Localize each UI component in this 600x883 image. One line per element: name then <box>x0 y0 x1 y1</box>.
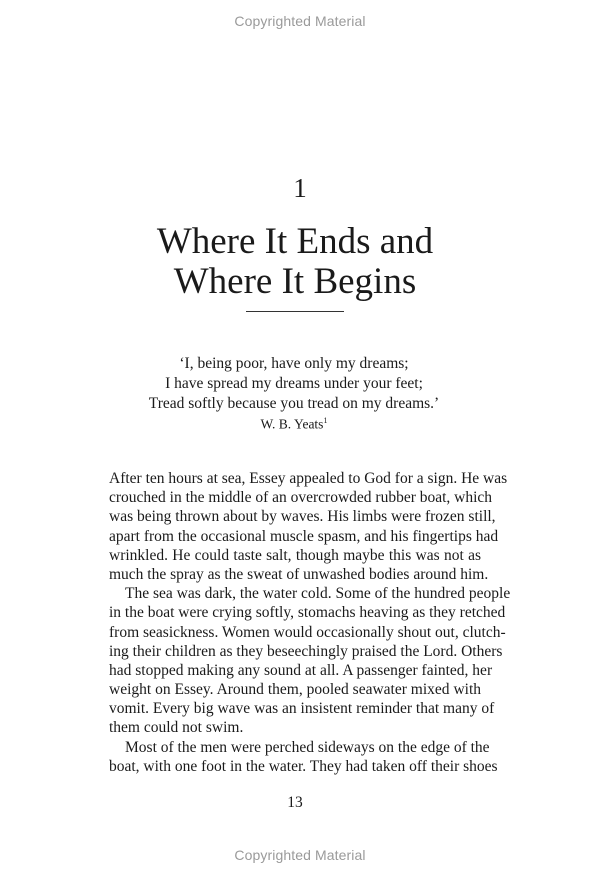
body-line: was being thrown about by waves. His limbs were frozen still, <box>109 508 496 526</box>
epigraph <box>0 354 588 414</box>
body-line: crouched in the middle of an overcrowded rubber boat, which <box>109 489 493 507</box>
title-divider <box>246 311 344 312</box>
chapter-number: 1 <box>293 173 307 203</box>
copyright-watermark-bottom: Copyrighted Material <box>234 847 366 863</box>
body-line: ing their children as they beseechingly praised the Lord. Others <box>109 642 503 660</box>
epigraph-line: ‘I, being poor, have only my dreams; <box>179 355 409 372</box>
chapter-title-line-1: Where It Ends and <box>156 221 434 262</box>
attribution-author: W. B. Yeats <box>260 416 324 432</box>
body-line: The sea was dark, the water cold. Some of the hundred people <box>125 585 511 603</box>
chapter-title-line-2: Where It Begins <box>173 261 417 302</box>
body-line: them could not swim. <box>109 719 244 737</box>
body-line: vomit. Every big wave was an insistent reminder that many of <box>109 700 495 718</box>
body-text <box>109 469 511 776</box>
copyright-watermark-top: Copyrighted Material <box>234 13 366 29</box>
chapter-title <box>0 222 590 302</box>
body-line: in the boat were crying softly, stomachs heaving as they retched <box>109 604 506 622</box>
body-line: from seasickness. Women would occasionally shout out, clutch- <box>109 623 506 641</box>
body-line: Most of the men were perched sideways on the edge of the <box>125 738 490 756</box>
body-line: had stopped making any sound at all. A passenger fainted, her <box>109 661 493 679</box>
body-line: boat, with one foot in the water. They had taken off their shoes <box>109 757 498 775</box>
body-line: apart from the occasional muscle spasm, and his fingertips had <box>109 527 499 545</box>
body-line: weight on Essey. Around them, pooled seawater mixed with <box>109 681 481 699</box>
body-line: After ten hours at sea, Essey appealed to God for a sign. He was <box>109 470 508 487</box>
body-line: much the spray as the sweat of unwashed bodies around him. <box>109 565 489 583</box>
epigraph-line: I have spread my dreams under your feet; <box>165 375 423 392</box>
epigraph-line: Tread softly because you tread on my dreams.’ <box>148 395 440 412</box>
footnote-reference[interactable]: 1 <box>323 416 328 425</box>
page-number: 13 <box>287 794 303 811</box>
epigraph-attribution <box>0 416 588 433</box>
body-line: wrinkled. He could taste salt, though maybe this was not as <box>109 546 481 564</box>
